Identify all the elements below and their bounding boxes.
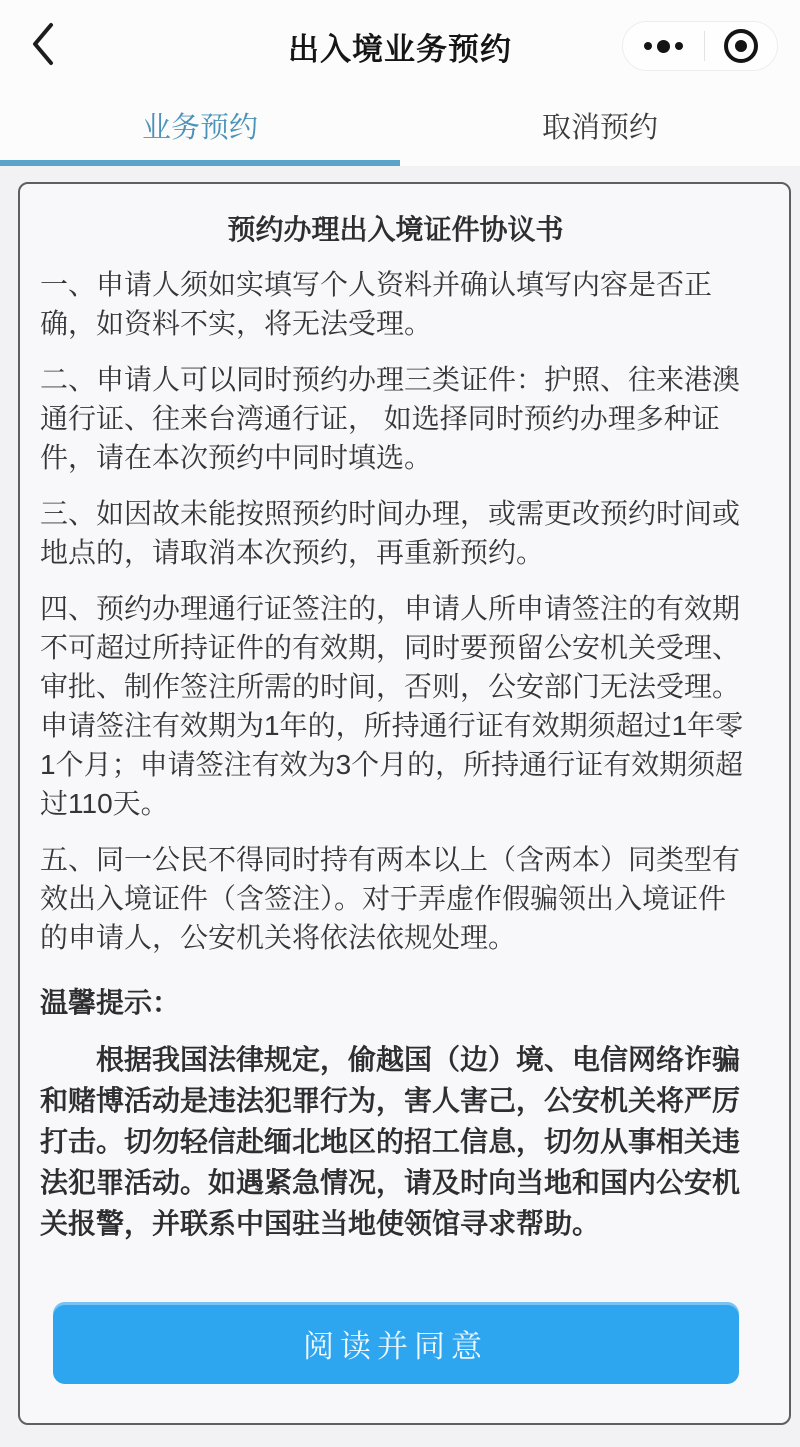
agree-button[interactable]: 阅读并同意 [53, 1302, 739, 1384]
agreement-clause-4: 四、预约办理通行证签注的，申请人所申请签注的有效期不可超过所持证件的有效期，同时要预留公安机关受理、审批、制作签注所需的时间，否则，公安部门无法受理。申请签注有效期为1年的，所持通行证有效期须超过1年零1个月；申请签注有效为3个月的，所持通行证有效期须超过110天。 [40, 593, 744, 819]
notice-body: 根据我国法律规定，偷越国（边）境、电信网络诈骗和赌博活动是违法犯罪行为，害人害己，公安机关将严厉打击。切勿轻信赴缅北地区的招工信息，切勿从事相关违法犯罪活动。如遇紧急情况，请及时向当地和国内公安机关报警，并联系中国驻当地使领馆寻求帮助。 [40, 1044, 741, 1239]
agreement-clause-3: 三、如因故未能按照预约时间办理，或需更改预约时间或地点的，请取消本次预约，再重新预约。 [40, 498, 741, 568]
more-button[interactable] [638, 30, 689, 63]
agreement-clause-2: 二、申请人可以同时预约办理三类证件：护照、往来港澳通行证、往来台湾通行证， 如选择同时预约办理多种证件，请在本次预约中同时填选。 [40, 364, 741, 473]
nav-bar [0, 0, 800, 92]
back-button[interactable] [20, 24, 64, 68]
tab-cancel-appointment[interactable]: 取消预约 [541, 111, 658, 144]
notice-title: 温馨提示： [40, 987, 181, 1018]
chevron-left-icon [28, 21, 56, 72]
exit-button[interactable] [720, 25, 762, 67]
tab-bar [0, 92, 800, 166]
tab-business-appointment[interactable]: 业务预约 [141, 111, 258, 144]
agreement-clause-5: 五、同一公民不得同时持有两本以上（含两本）同类型有效出入境证件（含签注）。对于弄虚作假骗领出入境证件的申请人，公安机关将依法依规处理。 [40, 844, 741, 953]
ellipsis-menu-icon [644, 42, 652, 50]
ellipsis-menu-icon [675, 42, 683, 50]
miniprogram-capsule [622, 21, 778, 71]
agreement-title: 预约办理出入境证件协议书 [227, 214, 564, 245]
page-title: 出入境业务预约 [288, 31, 512, 67]
ellipsis-menu-icon [657, 40, 670, 53]
target-circle-exit-icon [724, 29, 758, 63]
agreement-clause-1: 一、申请人须如实填写个人资料并确认填写内容是否正确，如资料不实，将无法受理。 [40, 269, 713, 339]
agreement-card [18, 182, 791, 1425]
capsule-divider [704, 31, 705, 61]
active-tab-indicator [0, 160, 400, 166]
